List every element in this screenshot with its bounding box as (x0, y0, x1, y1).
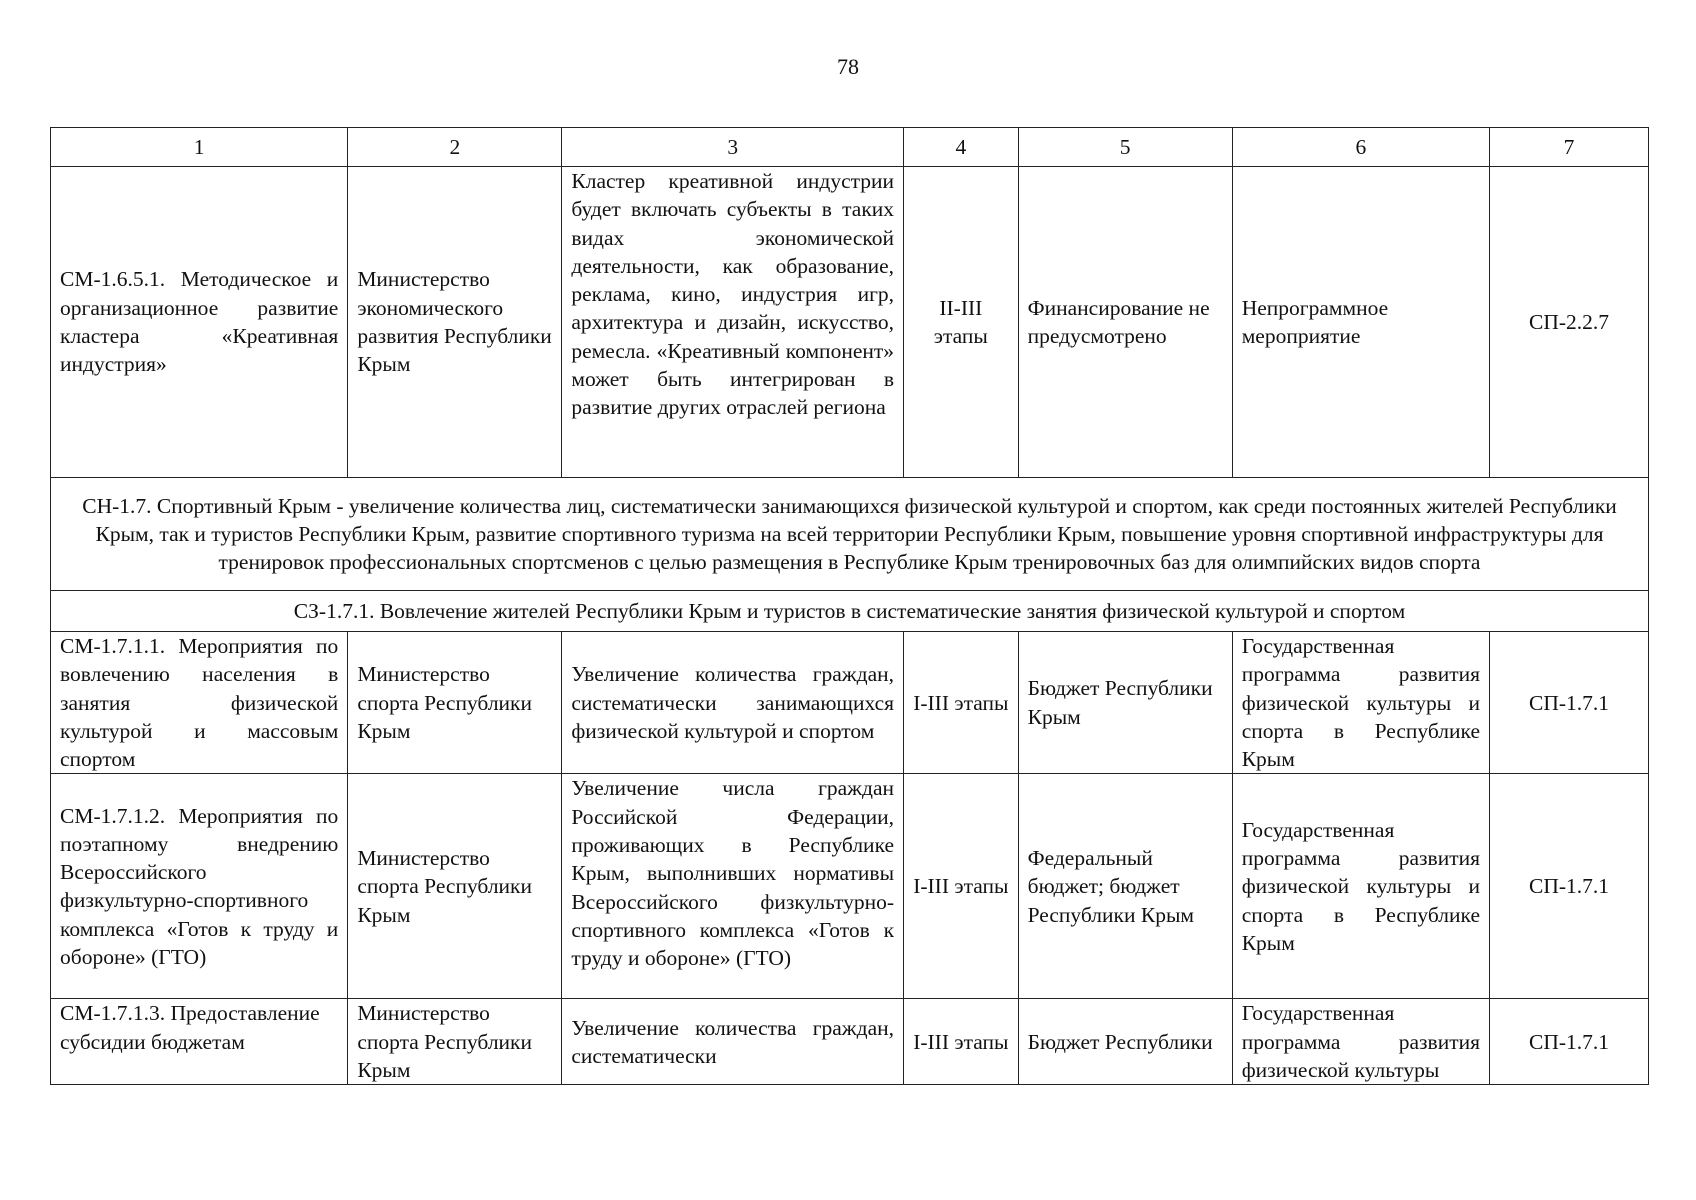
stage-cell: I-III этапы (904, 774, 1019, 999)
header-cell-3: 3 (562, 128, 904, 167)
responsible-cell: Министерство спорта Республики Крым (348, 774, 562, 999)
header-cell-1: 1 (51, 128, 348, 167)
program-cell: Непрограммное мероприятие (1232, 167, 1489, 478)
table-row (51, 632, 1649, 774)
section-direction: СН-1.7. Спортивный Крым - увеличение количества лиц, систематически занимающихся физической культурой и спортом, как среди постоянных жителей Республики Крым, так и туристов Республики Крым, развитие спортивного туризма на всей территории Республики Крым, повышение уровня спортивной инфраструктуры для тренировок профессиональных спортсменов с целью размещения в Республике Крым тренировочных баз для олимпийских видов спорта (51, 478, 1649, 591)
code-cell: СП-1.7.1 (1490, 999, 1649, 1085)
responsible-cell: Министерство спорта Республики Крым (348, 999, 562, 1085)
stage-cell: II-III этапы (904, 167, 1019, 478)
stage-cell: I-III этапы (904, 999, 1019, 1085)
measure-cell: СМ-1.7.1.1. Мероприятия по вовлечению населения в занятия физической культурой и массовым спортом (51, 632, 348, 774)
table-row (51, 999, 1649, 1085)
funding-cell: Федеральный бюджет; бюджет Республики Крым (1018, 774, 1232, 999)
program-cell: Государственная программа развития физической культуры и спорта в Республике Крым (1232, 632, 1489, 774)
code-cell: СП-2.2.7 (1490, 167, 1649, 478)
measure-cell: СМ-1.6.5.1. Методическое и организационное развитие кластера «Креативная индустрия» (51, 167, 348, 478)
program-cell: Государственная программа развития физической культуры и спорта в Республике Крым (1232, 774, 1489, 999)
header-row (51, 128, 1649, 167)
measure-cell: СМ-1.7.1.3. Предоставление субсидии бюджетам (51, 999, 348, 1085)
measures-table (50, 127, 1649, 1085)
funding-cell: Бюджет Республики Крым (1018, 632, 1232, 774)
measure-cell: СМ-1.7.1.2. Мероприятия по поэтапному внедрению Всероссийского физкультурно-спортивного комплекса «Готов к труду и обороне» (ГТО) (51, 774, 348, 999)
header-cell-6: 6 (1232, 128, 1489, 167)
result-cell: Кластер креативной индустрии будет включать субъекты в таких видах экономической деятельности, как образование, реклама, кино, индустрия игр, архитектура и дизайн, искусство, ремесла. «Креативный компонент» может быть интегрирован в развитие других отраслей региона (562, 167, 904, 478)
responsible-cell: Министерство спорта Республики Крым (348, 632, 562, 774)
page-number: 78 (837, 54, 859, 79)
result-cell: Увеличение количества граждан, систематически (562, 999, 904, 1085)
header-cell-4: 4 (904, 128, 1019, 167)
header-cell-2: 2 (348, 128, 562, 167)
table-row (51, 774, 1649, 999)
funding-cell: Финансирование не предусмотрено (1018, 167, 1232, 478)
header-cell-5: 5 (1018, 128, 1232, 167)
code-cell: СП-1.7.1 (1490, 774, 1649, 999)
result-cell: Увеличение количества граждан, систематически занимающихся физической культурой и спортом (562, 632, 904, 774)
section-goal: СЗ-1.7.1. Вовлечение жителей Республики Крым и туристов в систематические занятия физической культурой и спортом (51, 591, 1649, 632)
table-row (51, 167, 1649, 478)
program-cell: Государственная программа развития физической культуры (1232, 999, 1489, 1085)
stage-cell: I-III этапы (904, 632, 1019, 774)
result-cell: Увеличение числа граждан Российской Федерации, проживающих в Республике Крым, выполнивших нормативы Всероссийского физкультурно-спортивного комплекса «Готов к труду и обороне» (ГТО) (562, 774, 904, 999)
section-direction-row (51, 478, 1649, 591)
responsible-cell: Министерство экономического развития Республики Крым (348, 167, 562, 478)
funding-cell: Бюджет Республики (1018, 999, 1232, 1085)
code-cell: СП-1.7.1 (1490, 632, 1649, 774)
header-cell-7: 7 (1490, 128, 1649, 167)
section-goal-row (51, 591, 1649, 632)
